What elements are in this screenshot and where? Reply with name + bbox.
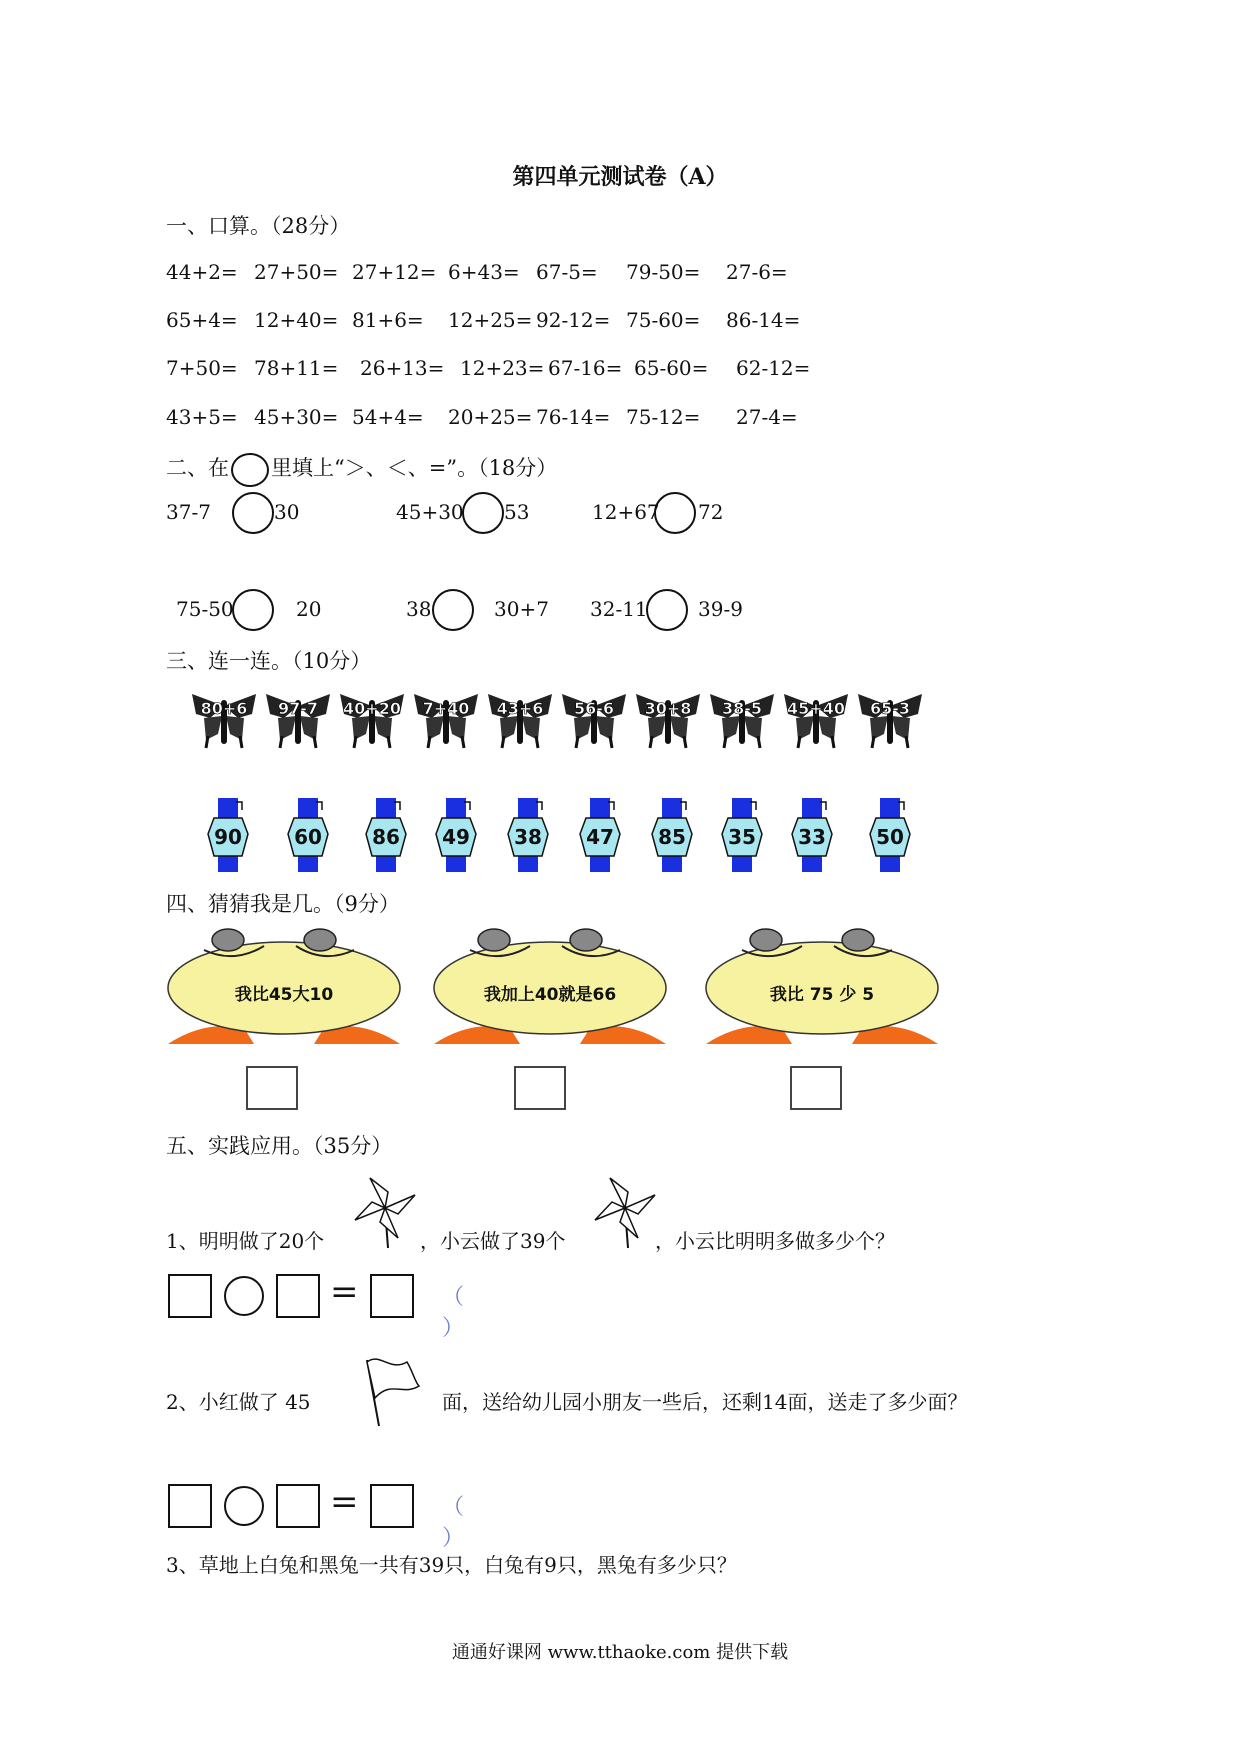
guess-speech: 我比45大10	[234, 985, 334, 1005]
answer-box[interactable]	[370, 1274, 414, 1318]
watch-icon[interactable]	[206, 798, 250, 872]
arith-problem[interactable]: 78+11=	[254, 356, 339, 380]
problem-1-part-a: 1、明明做了20个	[166, 1229, 325, 1253]
compare-circle[interactable]	[654, 492, 696, 534]
arith-problem[interactable]: 12+25=	[448, 308, 533, 332]
watch-icon[interactable]	[790, 798, 834, 872]
arith-problem[interactable]: 79-50=	[626, 260, 701, 284]
arith-problem[interactable]: 27-4=	[736, 405, 798, 429]
watch-icon[interactable]	[364, 798, 408, 872]
arith-problem[interactable]: 76-14=	[536, 405, 611, 429]
guess-speech: 我比 75 少 5	[769, 985, 875, 1005]
arith-problem[interactable]: 67-16=	[548, 356, 623, 380]
watch-icon[interactable]	[286, 798, 330, 872]
compare-circle[interactable]	[232, 589, 274, 631]
arith-problem[interactable]: 65+4=	[166, 308, 238, 332]
section-1-heading: 一、口算。（28分）	[166, 214, 351, 238]
watch-icon[interactable]	[650, 798, 694, 872]
compare-right: 72	[698, 500, 724, 524]
butterfly-icon[interactable]	[484, 688, 556, 750]
guess-answer-box[interactable]	[514, 1066, 566, 1110]
watch-label: 86	[372, 825, 400, 849]
compare-left: 45+30	[396, 500, 464, 524]
arith-problem[interactable]: 12+40=	[254, 308, 339, 332]
butterfly-icon[interactable]	[188, 688, 260, 750]
arith-problem[interactable]: 12+23=	[460, 356, 545, 380]
butterfly-label: 7+40	[422, 699, 470, 718]
guess-speech: 我加上40就是66	[483, 985, 617, 1005]
pinwheel-icon	[350, 1170, 420, 1250]
problem-2-part-a: 2、小红做了 45	[166, 1390, 311, 1414]
arith-problem[interactable]: 7+50=	[166, 356, 238, 380]
watch-label: 50	[876, 825, 904, 849]
arith-problem[interactable]: 27-6=	[726, 260, 788, 284]
watch-icon[interactable]	[434, 798, 478, 872]
butterfly-label: 65-3	[869, 699, 911, 718]
arith-problem[interactable]: 20+25=	[448, 405, 533, 429]
section-2-suffix: 里填上“＞、＜、=”。（18分）	[271, 456, 558, 480]
butterfly-icon[interactable]	[854, 688, 926, 750]
butterfly-label: 30+8	[644, 699, 692, 718]
compare-right: 30+7	[494, 597, 549, 621]
answer-box[interactable]	[168, 1484, 212, 1528]
arith-problem[interactable]: 75-12=	[626, 405, 701, 429]
compare-left: 75-50	[176, 597, 234, 621]
guess-creature	[164, 924, 404, 1048]
watch-label: 35	[728, 825, 756, 849]
butterfly-label: 56-6	[573, 699, 615, 718]
operator-circle[interactable]	[224, 1276, 264, 1316]
equals-sign: =	[330, 1482, 359, 1522]
answer-box[interactable]	[276, 1274, 320, 1318]
arith-problem[interactable]: 75-60=	[626, 308, 701, 332]
compare-left: 12+67	[592, 500, 660, 524]
watch-label: 60	[294, 825, 322, 849]
watch-icon[interactable]	[868, 798, 912, 872]
butterfly-icon[interactable]	[780, 688, 852, 750]
compare-right: 20	[296, 597, 322, 621]
problem-1-part-b: ，小云做了39个	[420, 1229, 566, 1253]
arith-problem[interactable]: 54+4=	[352, 405, 424, 429]
problem-3: 3、草地上白兔和黑兔一共有39只，白兔有9只，黑兔有多少只？	[166, 1553, 737, 1577]
section-2-prefix: 二、在	[166, 456, 229, 480]
compare-left: 38	[406, 597, 432, 621]
footer-credit: 通通好课网 www.tthaoke.com 提供下载	[451, 1642, 789, 1663]
section-5-heading: 五、实践应用。（35分）	[166, 1134, 393, 1158]
flag-icon	[355, 1350, 425, 1430]
arith-problem[interactable]: 65-60=	[634, 356, 709, 380]
arith-problem[interactable]: 27+12=	[352, 260, 437, 284]
section-4-heading: 四、猜猜我是几。（9分）	[166, 892, 400, 916]
arith-problem[interactable]: 81+6=	[352, 308, 424, 332]
arith-problem[interactable]: 44+2=	[166, 260, 238, 284]
watch-label: 85	[658, 825, 686, 849]
guess-answer-box[interactable]	[246, 1066, 298, 1110]
butterfly-icon[interactable]	[336, 688, 408, 750]
butterfly-icon[interactable]	[706, 688, 778, 750]
operator-circle[interactable]	[224, 1486, 264, 1526]
arith-problem[interactable]: 86-14=	[726, 308, 801, 332]
guess-creature	[702, 924, 942, 1048]
watch-icon[interactable]	[578, 798, 622, 872]
answer-box[interactable]	[168, 1274, 212, 1318]
pinwheel-icon	[590, 1170, 660, 1250]
butterfly-label: 40+20	[343, 699, 401, 718]
watch-label: 47	[586, 825, 614, 849]
problem-1-part-c: ，小云比明明多做多少个？	[655, 1229, 895, 1253]
arith-problem[interactable]: 26+13=	[360, 356, 445, 380]
compare-left: 37-7	[166, 500, 211, 524]
watch-label: 90	[214, 825, 242, 849]
compare-right: 30	[274, 500, 300, 524]
arith-problem[interactable]: 45+30=	[254, 405, 339, 429]
problem-2-part-b: 面，送给幼儿园小朋友一些后，还剩14面，送走了多少面？	[442, 1390, 968, 1414]
watch-label: 33	[798, 825, 826, 849]
watch-icon[interactable]	[506, 798, 550, 872]
butterfly-icon[interactable]	[262, 688, 334, 750]
arith-problem[interactable]: 62-12=	[736, 356, 811, 380]
butterfly-icon[interactable]	[558, 688, 630, 750]
compare-circle[interactable]	[462, 492, 504, 534]
butterfly-label: 43+6	[496, 699, 544, 718]
compare-circle[interactable]	[646, 589, 688, 631]
butterfly-label: 38-5	[721, 699, 763, 718]
arith-problem[interactable]: 6+43=	[448, 260, 520, 284]
arith-problem[interactable]: 67-5=	[536, 260, 598, 284]
answer-box[interactable]	[370, 1484, 414, 1528]
circle-icon	[231, 453, 269, 487]
section-2-heading	[166, 452, 557, 487]
butterfly-label: 97-7	[277, 699, 319, 718]
answer-box[interactable]	[276, 1484, 320, 1528]
compare-circle[interactable]	[232, 492, 274, 534]
arith-problem[interactable]: 92-12=	[536, 308, 611, 332]
compare-circle[interactable]	[432, 589, 474, 631]
guess-answer-box[interactable]	[790, 1066, 842, 1110]
watch-icon[interactable]	[720, 798, 764, 872]
butterfly-icon[interactable]	[632, 688, 704, 750]
compare-right: 53	[504, 500, 530, 524]
unit-paren[interactable]: （ ）	[442, 1285, 465, 1341]
compare-right: 39-9	[698, 597, 743, 621]
watch-label: 38	[514, 825, 542, 849]
equals-sign: =	[330, 1272, 359, 1312]
section-3-heading: 三、连一连。（10分）	[166, 649, 372, 673]
page-title: 第四单元测试卷（A）	[512, 164, 728, 190]
butterfly-label: 45+40	[787, 699, 845, 718]
arith-problem[interactable]: 43+5=	[166, 405, 238, 429]
butterfly-icon[interactable]	[410, 688, 482, 750]
watch-label: 49	[442, 825, 470, 849]
arith-problem[interactable]: 27+50=	[254, 260, 339, 284]
guess-creature	[430, 924, 670, 1048]
unit-paren[interactable]: （ ）	[442, 1495, 465, 1551]
compare-left: 32-11	[590, 597, 648, 621]
butterfly-label: 80+6	[200, 699, 248, 718]
